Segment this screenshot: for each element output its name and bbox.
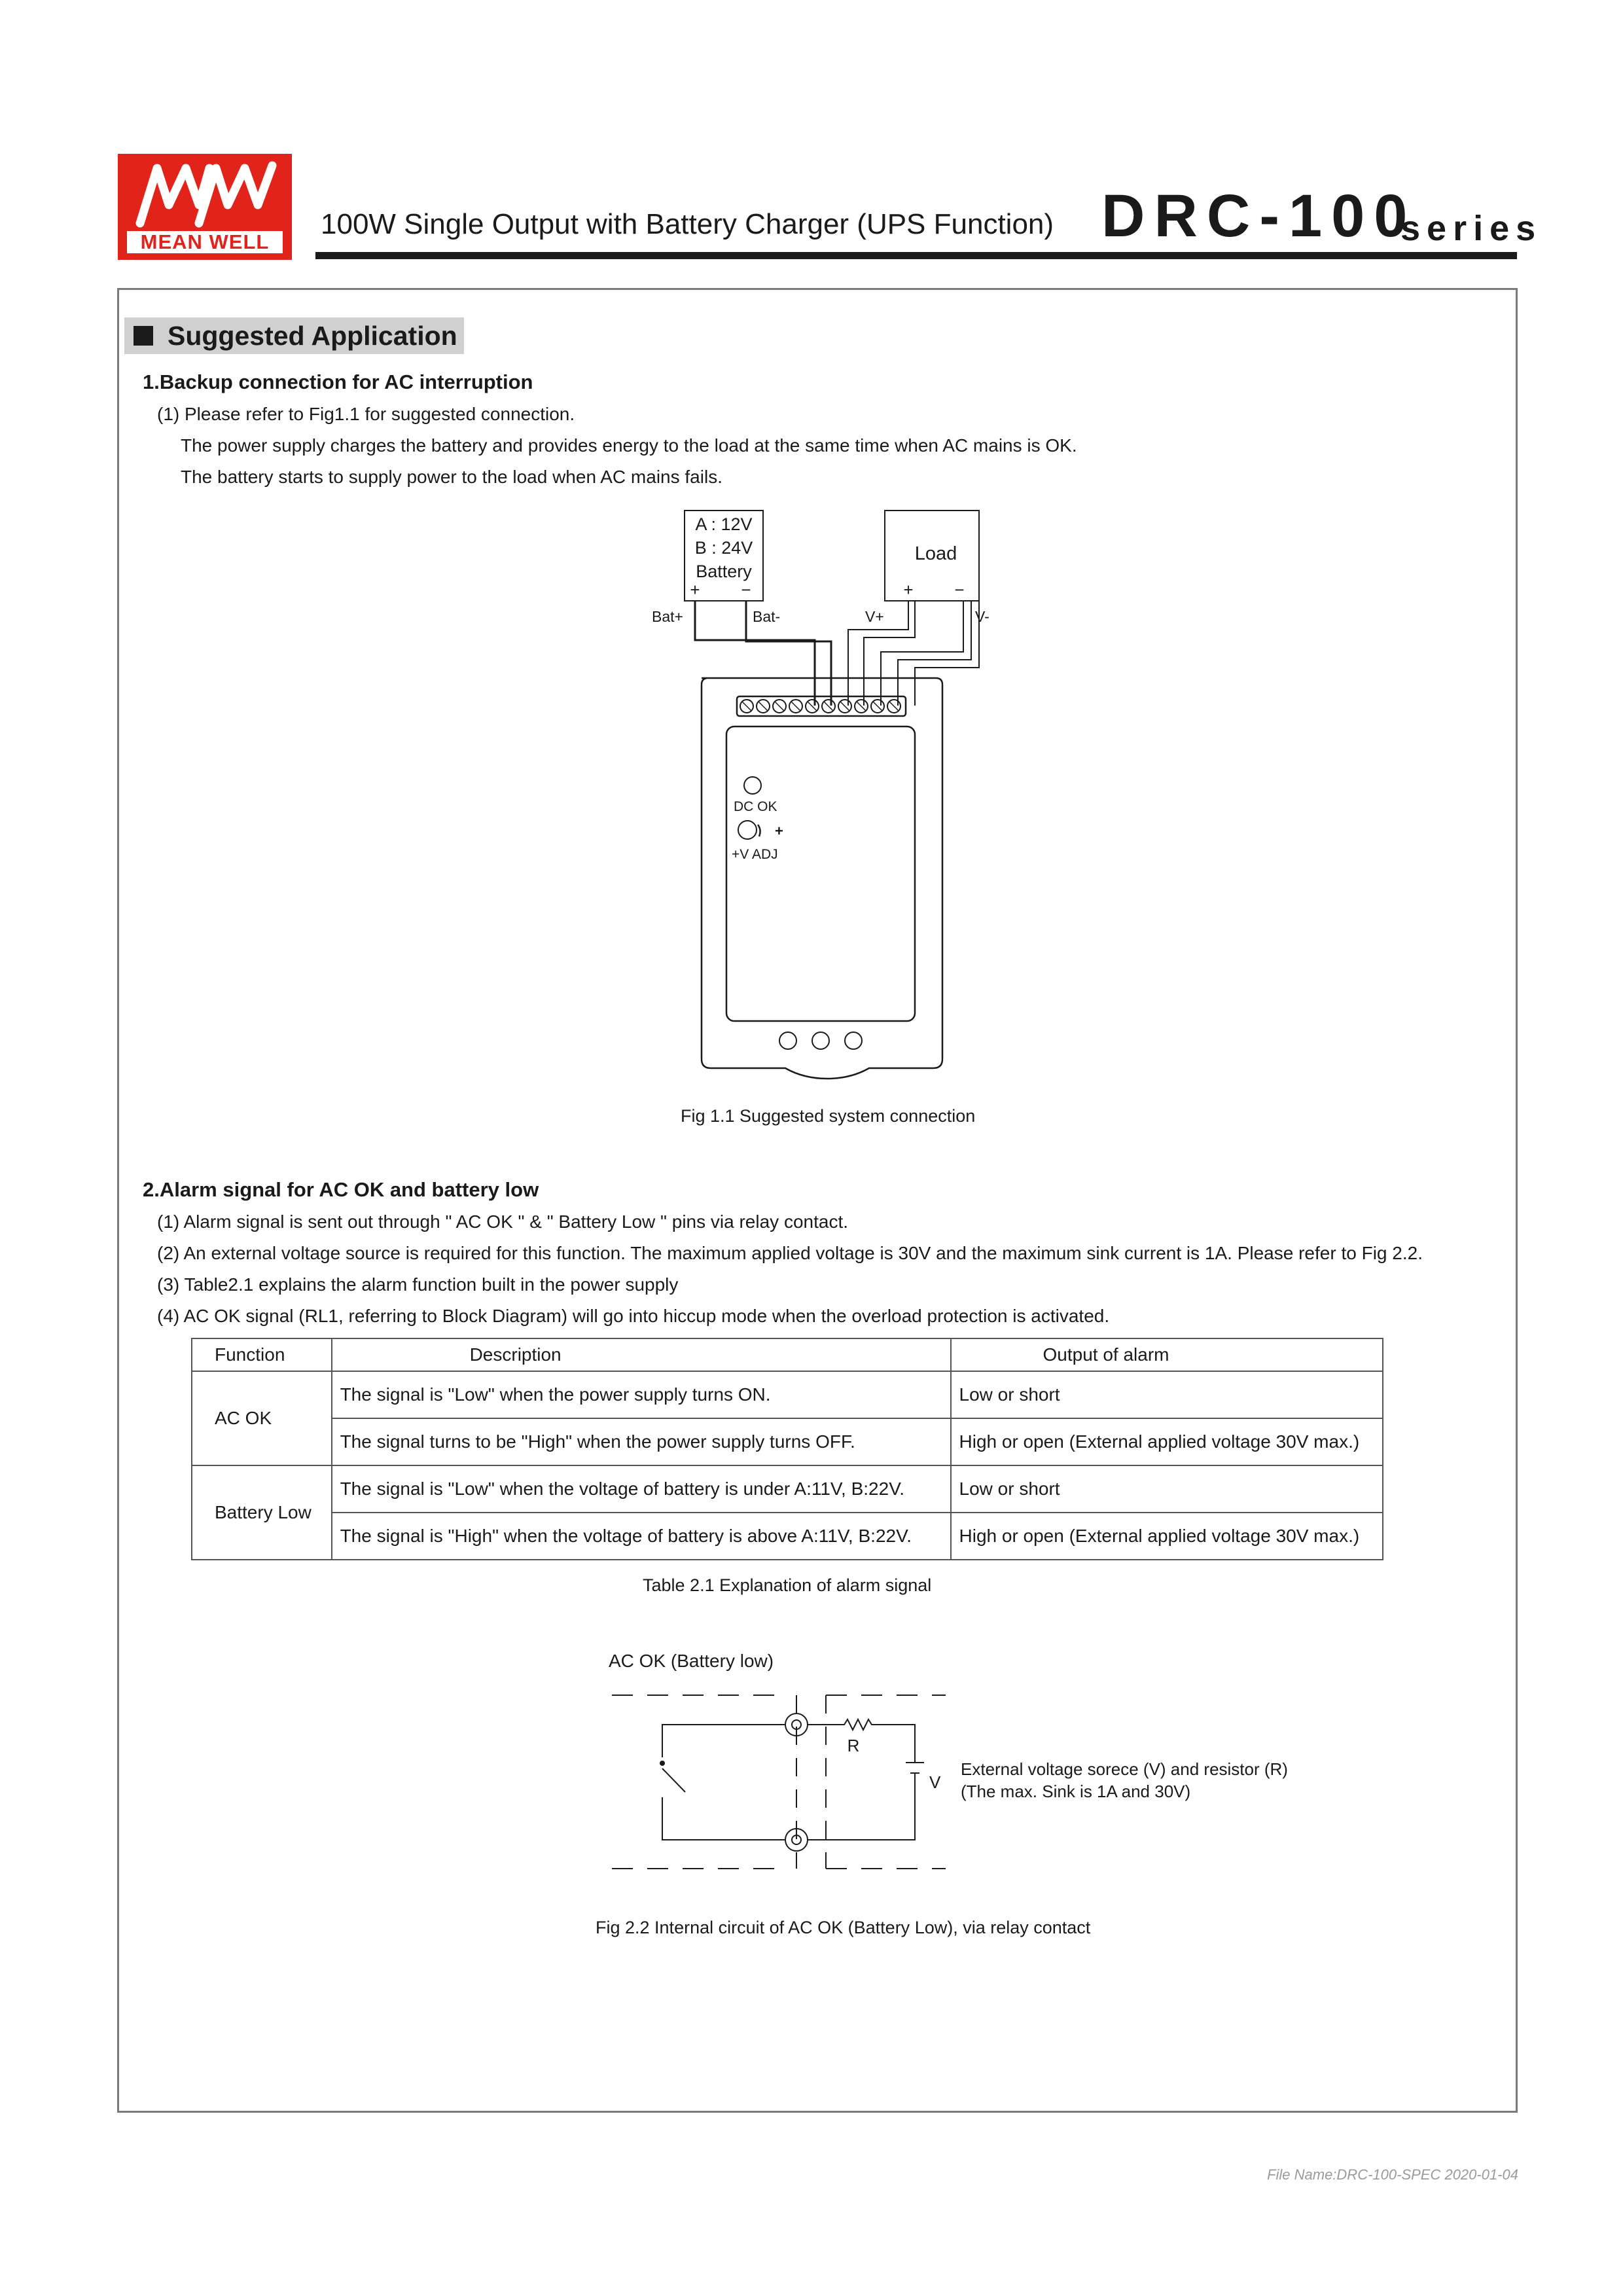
square-bullet-icon (134, 326, 153, 346)
output-cell: Low or short (951, 1465, 1383, 1513)
table-header: Description (332, 1338, 951, 1371)
table-row (192, 1371, 1383, 1418)
table-caption: Table 2.1 Explanation of alarm signal (643, 1575, 932, 1595)
fig1-caption: Fig 1.1 Suggested system connection (681, 1106, 976, 1126)
description-cell: The signal is "Low" when the power supply turns ON. (332, 1371, 951, 1418)
part1-line: The power supply charges the battery and provides energy to the load at the same time when AC mains is OK. (181, 435, 1077, 456)
part1-line: The battery starts to supply power to the load when AC mains fails. (181, 467, 722, 487)
mw-logo-icon (131, 159, 279, 231)
load-minus: − (954, 580, 965, 600)
section-title: Suggested Application (168, 320, 457, 351)
v-adj-pot-icon (738, 821, 757, 839)
series-label: series (1400, 209, 1543, 248)
part2-line: (3) Table2.1 explains the alarm function built in the power supply (157, 1274, 679, 1295)
resistor-label: R (847, 1736, 860, 1755)
fig2-note-line: (The max. Sink is 1A and 30V) (961, 1782, 1191, 1801)
part2-line: (1) Alarm signal is sent out through " AC OK " & " Battery Low " pins via relay contact. (157, 1211, 849, 1232)
battery-label: Battery (696, 562, 752, 581)
output-cell: High or open (External applied voltage 30V max.) (951, 1418, 1383, 1465)
header-title: 100W Single Output with Battery Charger (UPS Function) (321, 208, 1054, 240)
table-row (192, 1513, 1383, 1560)
load-label: Load (914, 543, 957, 564)
fig2-relay-circuit (602, 1682, 1322, 1885)
description-cell: The signal turns to be "High" when the power supply turns OFF. (332, 1418, 951, 1465)
dc-ok-label: DC OK (734, 799, 777, 814)
dc-ok-led-icon (744, 777, 761, 794)
header-rule (315, 252, 1517, 259)
function-cell: Battery Low (192, 1465, 332, 1560)
part2-line: (2) An external voltage source is required for this function. The maximum applied voltage is 30V and the maximum sink current is 1A. Please refer to Fig 2.2. (157, 1243, 1423, 1263)
output-cell: Low or short (951, 1371, 1383, 1418)
table-row (192, 1465, 1383, 1513)
section-heading (124, 317, 464, 354)
fig2-caption: Fig 2.2 Internal circuit of AC OK (Battery Low), via relay contact (596, 1918, 1091, 1937)
voltage-label: V (929, 1772, 941, 1792)
fig2-title: AC OK (Battery low) (609, 1651, 774, 1671)
model-name: DRC-100 (1101, 183, 1417, 249)
description-cell: The signal is "High" when the voltage of battery is above A:11V, B:22V. (332, 1513, 951, 1560)
footer-file-name: File Name:DRC-100-SPEC 2020-01-04 (1267, 2166, 1518, 2183)
bat-plus-label: Bat+ (652, 608, 683, 625)
description-cell: The signal is "Low" when the voltage of battery is under A:11V, B:22V. (332, 1465, 951, 1513)
battery-plus: + (690, 580, 700, 600)
table-header-row (192, 1338, 1383, 1371)
fig1-connection-diagram (628, 497, 1021, 1100)
mean-well-logo (118, 154, 292, 260)
battery-label-a: A : 12V (695, 514, 753, 534)
table-header: Function (192, 1338, 332, 1371)
v-minus-label: V- (975, 608, 990, 625)
battery-label-b: B : 24V (694, 538, 753, 558)
part1-heading: 1.Backup connection for AC interruption (143, 370, 533, 393)
logo-text: MEAN WELL (127, 231, 283, 253)
v-adj-plus: + (775, 823, 783, 839)
bat-minus-label: Bat- (753, 608, 781, 625)
alarm-signal-table (191, 1338, 1383, 1560)
fig2-note-line: External voltage sorece (V) and resistor (R) (961, 1759, 1288, 1779)
load-plus: + (903, 580, 914, 600)
v-adj-label: +V ADJ (732, 847, 778, 862)
battery-minus: − (741, 580, 751, 600)
function-cell: AC OK (192, 1371, 332, 1465)
terminal-block (740, 700, 901, 713)
table-header: Output of alarm (951, 1338, 1383, 1371)
part2-heading: 2.Alarm signal for AC OK and battery low (143, 1178, 539, 1201)
table-row (192, 1418, 1383, 1465)
output-cell: High or open (External applied voltage 30V max.) (951, 1513, 1383, 1560)
relay-contact-dot-icon (660, 1761, 665, 1766)
v-plus-label: V+ (865, 608, 884, 625)
part2-line: (4) AC OK signal (RL1, referring to Block Diagram) will go into hiccup mode when the overload protection is activated. (157, 1306, 1110, 1326)
part1-line: (1) Please refer to Fig1.1 for suggested connection. (157, 404, 575, 424)
